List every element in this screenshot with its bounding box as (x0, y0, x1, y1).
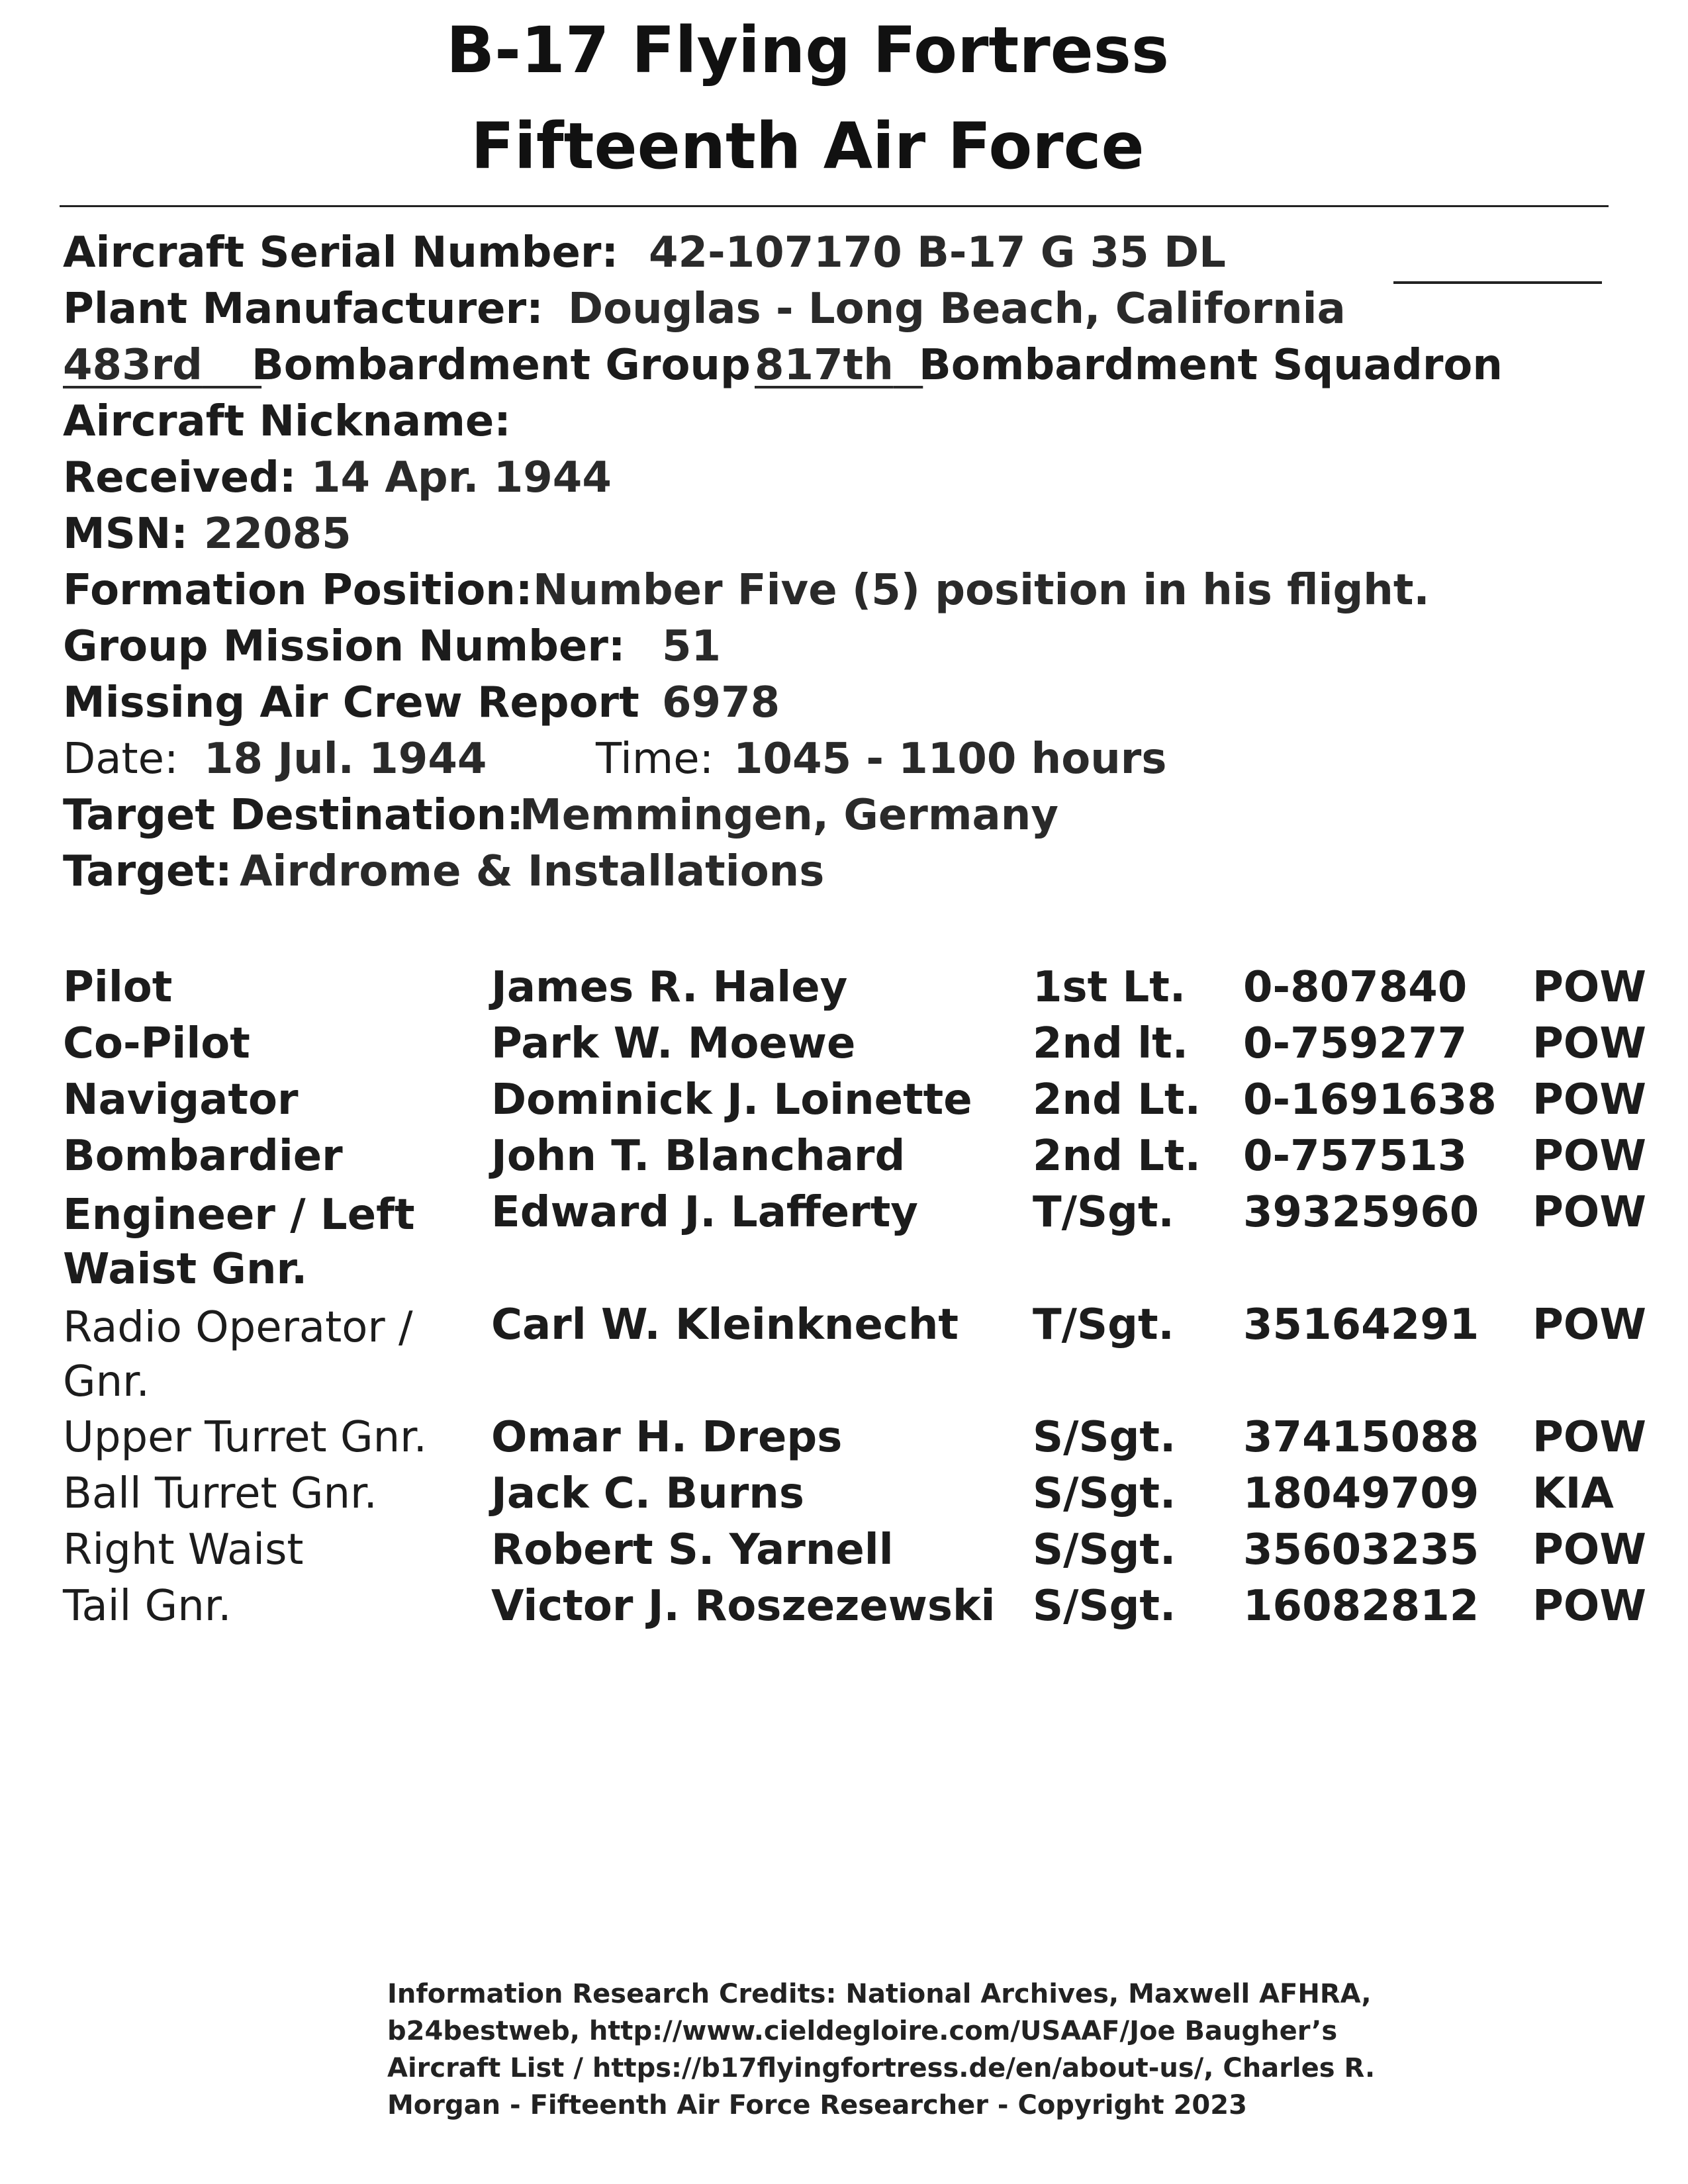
crew-name: Victor J. Roszezewski (491, 1582, 996, 1631)
crew-rank: 2nd Lt. (1033, 1132, 1201, 1181)
crew-rank: S/Sgt. (1033, 1413, 1176, 1462)
title-divider (60, 205, 1609, 207)
manufacturer-value: Douglas - Long Beach, California (568, 285, 1346, 334)
crew-name: Jack C. Burns (491, 1469, 804, 1518)
crew-position: Co-Pilot (63, 1019, 250, 1068)
crew-name: Robert S. Yarnell (491, 1525, 894, 1574)
crew-name: Edward J. Lafferty (491, 1188, 918, 1237)
formation-label: Formation Position: (63, 566, 533, 615)
crew-name: Park W. Moewe (491, 1019, 856, 1068)
crew-serial: 18049709 (1243, 1469, 1479, 1518)
squadron-number: 817th (755, 341, 894, 390)
crew-position: Pilot (63, 963, 173, 1012)
crew-serial: 0-1691638 (1243, 1075, 1497, 1124)
crew-status: POW (1532, 1413, 1646, 1462)
serial-label: Aircraft Serial Number: (63, 228, 619, 277)
destination-value: Memmingen, Germany (520, 791, 1058, 840)
crew-rank: T/Sgt. (1033, 1188, 1174, 1237)
target-value: Airdrome & Installations (240, 847, 825, 896)
crew-position: Radio Operator / Gnr. (63, 1303, 413, 1406)
crew-position: Upper Turret Gnr. (63, 1413, 427, 1462)
research-credits (387, 1976, 1380, 2124)
crew-status: POW (1532, 1300, 1646, 1349)
crew-serial: 0-759277 (1243, 1019, 1468, 1068)
crew-name: Dominick J. Loinette (491, 1075, 972, 1124)
crew-rank: 2nd Lt. (1033, 1075, 1201, 1124)
crew-serial: 35164291 (1243, 1300, 1479, 1349)
crew-serial: 35603235 (1243, 1525, 1479, 1574)
squadron-label: Bombardment Squadron (919, 341, 1503, 390)
crew-position: Engineer / Left Waist Gnr. (63, 1191, 415, 1294)
msn-value: 22085 (204, 510, 352, 559)
received-value: 14 Apr. 1944 (311, 453, 612, 502)
time-value: 1045 - 1100 hours (733, 735, 1167, 784)
macr-value: 6978 (662, 678, 780, 727)
crew-serial: 39325960 (1243, 1188, 1479, 1237)
crew-serial: 16082812 (1243, 1582, 1479, 1631)
crew-position: Tail Gnr. (63, 1582, 232, 1631)
crew-name: Omar H. Dreps (491, 1413, 843, 1462)
credits-line: Information Research Credits: National Archives, Maxwell AFHRA, (387, 1979, 1372, 2009)
crew-rank: 1st Lt. (1033, 963, 1186, 1012)
crew-status: KIA (1532, 1469, 1614, 1518)
crew-position: Navigator (63, 1075, 299, 1124)
date-value: 18 Jul. 1944 (204, 735, 487, 784)
page-title-line2: Fifteenth Air Force (471, 109, 1145, 183)
crew-status: POW (1532, 963, 1646, 1012)
crew-name: Carl W. Kleinknecht (491, 1300, 959, 1349)
crew-position: Right Waist (63, 1525, 304, 1574)
mission-value: 51 (662, 622, 722, 671)
manufacturer-label: Plant Manufacturer: (63, 285, 543, 334)
crew-status: POW (1532, 1188, 1646, 1237)
crew-rank: S/Sgt. (1033, 1469, 1176, 1518)
page-title-line1: B-17 Flying Fortress (445, 13, 1170, 87)
date-label: Date: (63, 735, 179, 784)
destination-label: Target Destination: (63, 791, 524, 840)
credits-line: b24bestweb, http://www.cieldegloire.com/USAAF/Joe Baugher’s (387, 2016, 1338, 2046)
received-label: Received: (63, 453, 297, 502)
crew-rank: S/Sgt. (1033, 1525, 1176, 1574)
crew-position: Ball Turret Gnr. (63, 1469, 377, 1518)
serial-blank-line (1393, 281, 1602, 284)
crew-serial: 0-807840 (1243, 963, 1468, 1012)
crew-status: POW (1532, 1132, 1646, 1181)
crew-status: POW (1532, 1582, 1646, 1631)
credits-line: Morgan - Fifteenth Air Force Researcher - Copyright 2023 (387, 2090, 1247, 2120)
crew-position: Bombardier (63, 1132, 343, 1181)
msn-label: MSN: (63, 510, 188, 559)
mission-label: Group Mission Number: (63, 622, 626, 671)
group-label: Bombardment Group (252, 341, 751, 390)
crew-status: POW (1532, 1019, 1646, 1068)
crew-status: POW (1532, 1075, 1646, 1124)
macr-label: Missing Air Crew Report (63, 678, 639, 727)
crew-status: POW (1532, 1525, 1646, 1574)
crew-rank: S/Sgt. (1033, 1582, 1176, 1631)
crew-serial: 37415088 (1243, 1413, 1479, 1462)
crew-rank: 2nd lt. (1033, 1019, 1189, 1068)
crew-name: John T. Blanchard (491, 1132, 906, 1181)
nickname-label: Aircraft Nickname: (63, 397, 511, 446)
crew-name: James R. Haley (491, 963, 848, 1012)
crew-rank: T/Sgt. (1033, 1300, 1174, 1349)
formation-value: Number Five (5) position in his flight. (533, 566, 1430, 615)
serial-value: 42-107170 B-17 G 35 DL (649, 228, 1226, 277)
crew-serial: 0-757513 (1243, 1132, 1468, 1181)
target-label: Target: (63, 847, 232, 896)
credits-line: Aircraft List / https://b17flyingfortress.de/en/about-us/, Charles R. (387, 2053, 1376, 2083)
time-label: Time: (596, 735, 714, 784)
group-number: 483rd (63, 341, 203, 390)
